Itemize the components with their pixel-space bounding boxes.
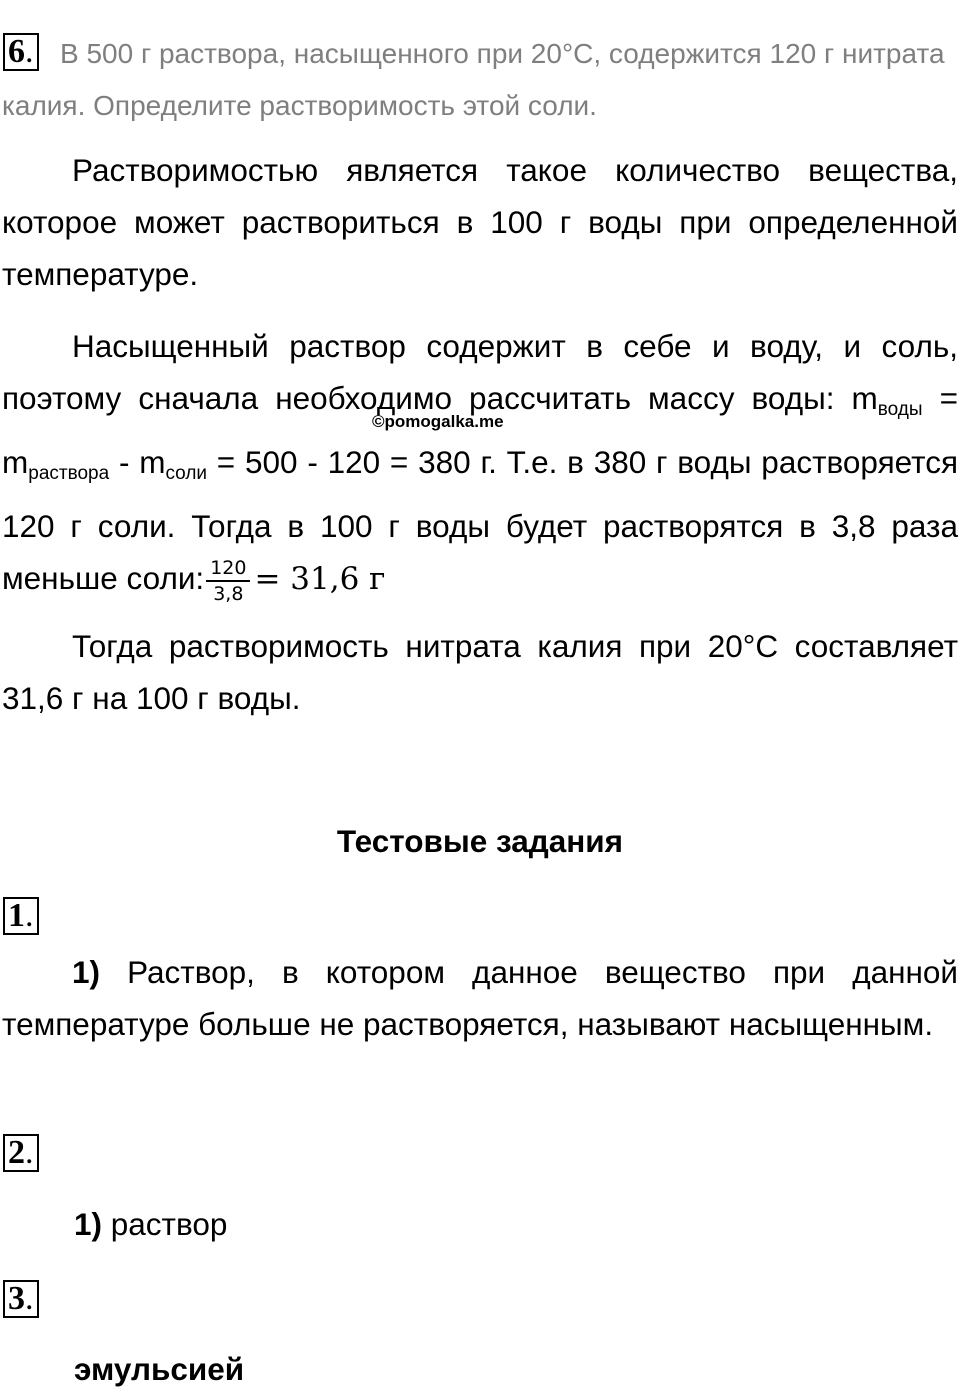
watermark: ©pomogalka.me (372, 412, 504, 431)
task-question-text: В 500 г раствора, насыщенного при 20°С, содержится 120 г нитрата калия. Определите растворимость этой соли. (2, 38, 945, 121)
para2-part-d: = 500 - 120 = 380 г. Т.е. в 380 г воды растворяется 120 г соли. Тогда в 100 г воды будет растворятся в 3,8 раза меньше соли: (2, 444, 958, 596)
tests-heading: Тестовые задания (336, 823, 624, 859)
test-1-answer-number: 1) (72, 954, 101, 990)
test-1-number-box (3, 897, 39, 935)
test-3-number-box (3, 1280, 39, 1318)
solution-paragraph-2 (2, 320, 958, 605)
solution-paragraph-3: Тогда растворимость нитрата калия при 20°С составляет 31,6 г на 100 г воды. (2, 628, 958, 716)
test-3-dot: . (25, 1280, 34, 1317)
test-3-answer (74, 1346, 244, 1392)
test-1-number: 1 (8, 897, 25, 934)
test-2-answer (74, 1201, 227, 1247)
para2-part-c: - m (109, 444, 166, 480)
para2-part-b: = m (2, 380, 959, 480)
test-2-answer-number: 1) (74, 1206, 103, 1242)
para2-part-a: Насыщенный раствор содержит в себе и воду, и соль, поэтому сначала необходимо рассчитать массу воды: m (2, 328, 958, 416)
fraction-denominator: 3,8 (213, 582, 244, 605)
solution-paragraph-1: Растворимостью является такое количество вещества, которое может раствориться в 100 г воды при определенной температуре. (2, 152, 958, 292)
test-2-number: 2 (8, 1134, 25, 1171)
test-3-number: 3 (8, 1280, 25, 1317)
task-number: 6 (8, 33, 25, 70)
test-3-answer-text: эмульсией (74, 1351, 245, 1387)
test-1-dot: . (25, 897, 34, 934)
task-number-dot: . (25, 33, 34, 70)
fraction (206, 557, 250, 605)
test-2-number-box (3, 1134, 39, 1172)
test-1-answer (2, 946, 958, 1050)
subscript-salt: соли (165, 463, 208, 484)
task-question (2, 28, 958, 132)
test-2-dot: . (25, 1134, 34, 1171)
test-2-answer-text: раствор (102, 1206, 228, 1242)
subscript-solution: раствора (28, 463, 110, 484)
fraction-result: = 31,6 г (254, 561, 386, 597)
test-1-answer-text: Раствор, в котором данное вещество при данной температуре больше не растворяется, называют насыщенным. (2, 954, 958, 1042)
fraction-numerator: 120 (206, 557, 250, 582)
subscript-water: воды (877, 399, 923, 420)
